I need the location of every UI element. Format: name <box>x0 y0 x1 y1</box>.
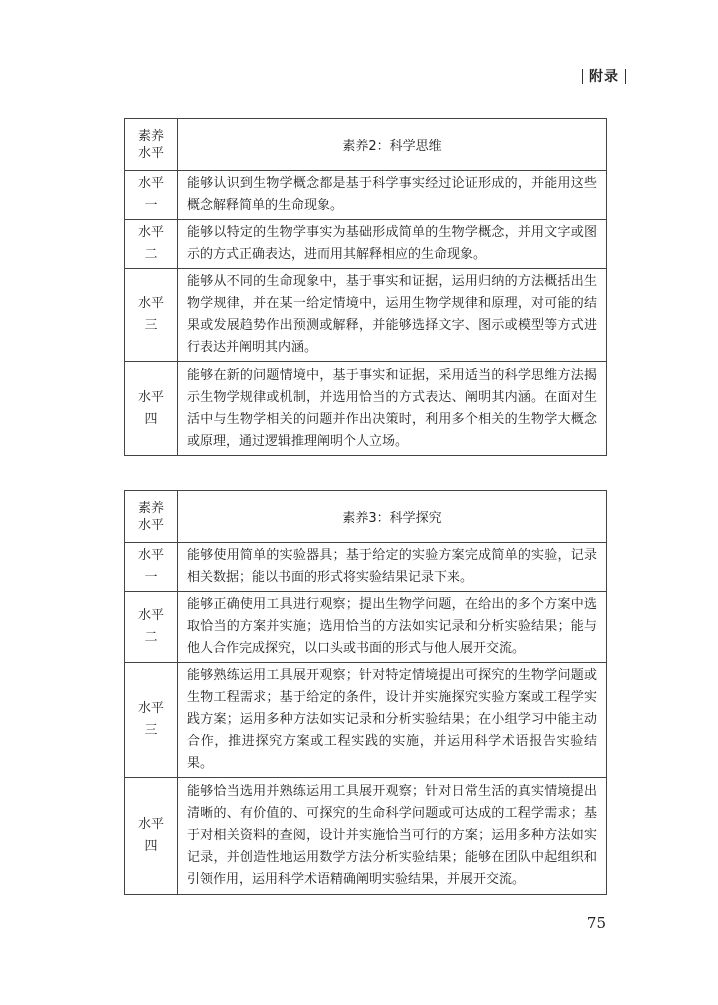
table-row <box>125 543 607 592</box>
table-row <box>125 778 607 895</box>
table-row <box>125 220 607 269</box>
level-label-line1: 水平 <box>137 389 164 405</box>
level-description: 能够从不同的生命现象中，基于事实和证据，运用归纳的方法概括出生物学规律，并在某一给定情境中，运用生物学规律和原理，对可能的结果或发展趋势作出预测或解释，并能够选择文字、图示或模型等方式进行表达并阐明其内涵。 <box>178 269 607 362</box>
level-label-line1: 水平 <box>137 548 164 563</box>
table-row <box>125 269 607 362</box>
table-row <box>125 362 607 456</box>
table-row <box>125 592 607 663</box>
page-number: 75 <box>586 914 606 932</box>
level-cell <box>125 543 178 592</box>
column-header-level <box>125 491 178 543</box>
header-right-rule <box>625 69 626 84</box>
level-cell <box>125 778 178 895</box>
level-cell <box>125 220 178 269</box>
level-description: 能够使用简单的实验器具；基于给定的实验方案完成简单的实验，记录相关数据；能以书面的形式将实验结果记录下来。 <box>178 543 607 592</box>
level-label-line1: 水平 <box>137 296 164 311</box>
level-label-line1: 水平 <box>137 176 164 191</box>
level-description: 能够认识到生物学概念都是基于科学事实经过论证形成的，并能用这些概念解释简单的生命现象。 <box>178 171 607 220</box>
level-cell <box>125 269 178 362</box>
competency-table-scientific-inquiry <box>124 490 607 895</box>
level-description: 能够在新的问题情境中，基于事实和证据，采用适当的科学思维方法揭示生物学规律或机制，并选用恰当的方式表达、阐明其内涵。在面对生活中与生物学相关的问题并作出决策时，利用多个相关的生物学大概念或原理，通过逻辑推理阐明个人立场。 <box>178 362 607 456</box>
header-left-rule <box>582 69 583 84</box>
level-cell <box>125 592 178 663</box>
running-header <box>582 66 626 86</box>
level-label-line1: 水平 <box>137 817 164 832</box>
level-cell <box>125 171 178 220</box>
level-description: 能够正确使用工具进行观察；提出生物学问题，在给出的多个方案中选取恰当的方案并实施；选用恰当的方法如实记录和分析实验结果；能与他人合作完成探究，以口头或书面的形式与他人展开交流。 <box>178 592 607 663</box>
level-label-line1: 水平 <box>137 608 164 623</box>
level-label-line1: 水平 <box>137 225 164 240</box>
table-row <box>125 171 607 220</box>
level-label-line2: 四 <box>144 839 158 854</box>
column-header-competency: 素养2：科学思维 <box>178 119 607 171</box>
level-description: 能够以特定的生物学事实为基础形成简单的生物学概念，并用文字或图示的方式正确表达，进而用其解释相应的生命现象。 <box>178 220 607 269</box>
header-label: 附录 <box>589 69 619 85</box>
level-description: 能够恰当选用并熟练运用工具展开观察；针对日常生活的真实情境提出清晰的、有价值的、可探究的生命科学问题或可达成的工程学需求；基于对相关资料的查阅，设计并实施恰当可行的方案；运用多种方法如实记录，并创造性地运用数学方法分析实验结果；能够在团队中起组织和引领作用，运用科学术语精确阐明实验结果，并展开交流。 <box>178 778 607 895</box>
level-label-line2: 一 <box>144 570 158 585</box>
level-cell <box>125 362 178 456</box>
level-label-line2: 四 <box>144 411 158 427</box>
level-label-line2: 一 <box>144 198 158 213</box>
column-header-level-line1: 素养 <box>137 500 164 516</box>
level-label-line2: 三 <box>144 723 158 738</box>
competency-table-scientific-thinking <box>124 118 607 456</box>
column-header-level <box>125 119 178 171</box>
column-header-level-line2: 水平 <box>137 517 164 533</box>
table-header-row <box>125 491 607 543</box>
column-header-level-line1: 素养 <box>137 128 164 144</box>
level-cell <box>125 663 178 778</box>
level-label-line1: 水平 <box>137 701 164 716</box>
level-label-line2: 二 <box>144 247 158 262</box>
table-header-row <box>125 119 607 171</box>
table-row <box>125 663 607 778</box>
level-description: 能够熟练运用工具展开观察；针对特定情境提出可探究的生物学问题或生物工程需求；基于给定的条件，设计并实施探究实验方案或工程学实践方案；运用多种方法如实记录和分析实验结果；在小组学习中能主动合作，推进探究方案或工程实践的实施，并运用科学术语报告实验结果。 <box>178 663 607 778</box>
level-label-line2: 三 <box>144 318 158 333</box>
column-header-level-line2: 水平 <box>137 145 164 161</box>
column-header-competency: 素养3：科学探究 <box>178 491 607 543</box>
level-label-line2: 二 <box>144 630 158 645</box>
